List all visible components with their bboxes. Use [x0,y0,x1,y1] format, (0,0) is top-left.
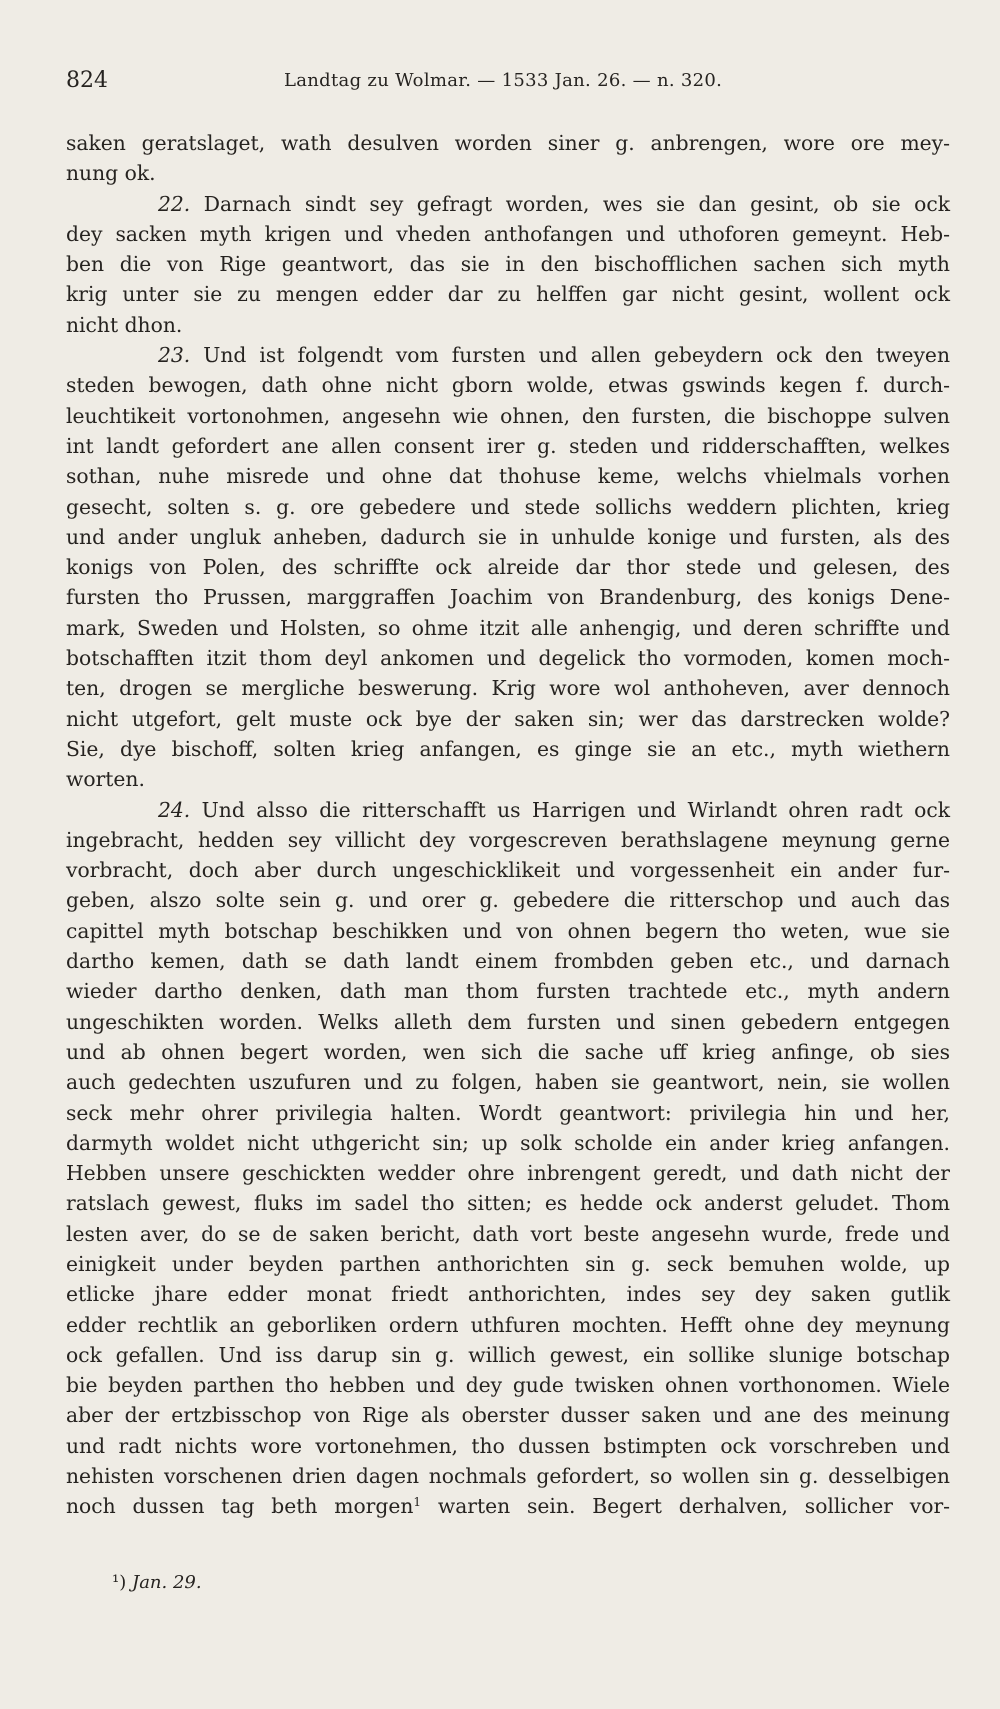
page-number: 824 [66,68,108,93]
text-line [66,582,950,612]
line-text: dey sacken myth krigen und vheden anthofangen und uthoforen gemeynt. Heb- [66,221,950,246]
text-line [66,976,950,1006]
text-line [66,734,950,764]
line-text: Und alsso die ritterschafft us Harrigen und Wirlandt ohren radt ock [201,797,951,822]
text-line [66,764,950,794]
line-text: ben die von Rige geantwort, das sie in den bischofflichen sachen sich myth [66,252,950,277]
line-text: konigs von Polen, des schriffte ock alreide dar thor stede und gelesen, des [66,555,950,580]
footnote-reference: 1 [413,1495,422,1510]
text-line [66,916,950,946]
text-line [66,1067,950,1097]
footnote [112,1572,202,1593]
line-text: leuchtikeit vortonohmen, angesehn wie ohnen, den fursten, die bischoppe sulven [66,403,950,428]
line-text: und ander ungluk anheben, dadurch sie in unhulde konige und fursten, als des [66,524,950,549]
line-text: saken geratslaget, wath desulven worden siner g. anbrengen, wore ore mey- [66,131,950,155]
text-line [66,1310,950,1340]
text-line [66,279,950,309]
line-text: nehisten vorschenen drien dagen nochmals gefordert, so wollen sin g. desselbigen [66,1464,950,1489]
text-line [66,1007,950,1037]
line-text: mark, Sweden und Holsten, so ohme itzit alle anhengig, und deren schriffte und [66,615,950,640]
text-line [66,825,950,855]
line-text: krig unter sie zu mengen edder dar zu helffen gar nicht gesint, wollent ock [66,282,950,307]
line-text: bie beyden parthen tho hebben und dey gude twisken ohnen vorthonomen. Wiele [66,1373,950,1398]
text-line [66,370,950,400]
text-line [66,431,950,461]
line-text: nung ok. [66,161,156,186]
text-line [66,1158,950,1188]
line-text: geben, alszo solte sein g. und orer g. gebedere die ritterschop und auch das [66,888,950,913]
text-line [66,1128,950,1158]
line-text: noch dussen tag beth morgen [66,1494,414,1519]
line-text: nicht utgefort, gelt muste ock bye der saken sin; wer das darstrecken wolde? [66,706,950,731]
text-line [66,1249,950,1279]
text-line [66,249,950,279]
footnote-marker: ¹) [112,1572,127,1593]
line-text: int landt gefordert ane allen consent irer g. steden und ridderschafften, welkes [66,433,950,458]
line-text: fursten tho Prussen, marggraffen Joachim von Brandenburg, des konigs Dene- [66,585,950,610]
text-line [66,189,950,219]
text-line [66,673,950,703]
line-text: und ab ohnen begert worden, wen sich die sache uff krieg anfinge, ob sies [66,1039,950,1064]
line-text: worten. [66,767,145,792]
text-line [66,1370,950,1400]
running-head: Landtag zu Wolmar. — 1533 Jan. 26. — n. 320. [284,70,723,91]
text-line [66,1431,950,1461]
text-line [66,552,950,582]
text-line [66,1037,950,1067]
line-text: dartho kemen, dath se dath landt einem frombden geben etc., und darnach [66,949,950,974]
text-line [66,1219,950,1249]
text-line [66,613,950,643]
paragraph-number: 24. [158,797,191,822]
text-line [66,885,950,915]
text-line [66,401,950,431]
text-line [66,1188,950,1218]
line-text: etlicke jhare edder monat friedt anthorichten, indes sey dey saken gutlik [66,1282,950,1307]
line-text: nicht dhon. [66,312,183,337]
text-line [66,492,950,522]
text-line [66,1098,950,1128]
line-text-continued: warten sein. Begert derhalven, sollicher vor- [421,1494,951,1519]
paragraph-number: 23. [158,343,191,368]
line-text: capittel myth botschap beschikken und von ohnen begern tho weten, wue sie [66,918,950,943]
text-line [66,1340,950,1370]
line-text: Hebben unsere geschickten wedder ohre inbrengent geredt, und dath nicht der [66,1161,950,1186]
line-text: seck mehr ohrer privilegia halten. Wordt geantwort: privilegia hin und her, [66,1100,950,1125]
text-line [66,310,950,340]
text-line [66,219,950,249]
text-line [66,461,950,491]
text-line [66,1461,950,1491]
text-line [66,1400,950,1430]
text-line [66,522,950,552]
line-text: ten, drogen se mergliche beswerung. Krig wore wol anthoheven, aver dennoch [66,676,950,701]
line-text: auch gedechten uszufuren und zu folgen, haben sie geantwort, nein, sie wollen [66,1070,950,1095]
line-text: ratslach gewest, fluks im sadel tho sitten; es hedde ock anderst geludet. Thom [66,1191,950,1216]
text-line [66,643,950,673]
body-text [66,128,950,1522]
text-line [66,795,950,825]
line-text: ock gefallen. Und iss darup sin g. willich gewest, ein sollike slunige botschap [66,1342,950,1367]
line-text: sothan, nuhe misrede und ohne dat thohuse keme, welchs vhielmals vorhen [66,464,950,489]
footnote-text: Jan. 29. [131,1572,202,1593]
line-text: steden bewogen, dath ohne nicht gborn wolde, etwas gswinds kegen f. durch- [66,373,950,398]
text-line [66,855,950,885]
line-text: einigkeit under beyden parthen anthorichten sin g. seck bemuhen wolde, up [66,1251,950,1276]
text-line [66,1279,950,1309]
text-line [66,946,950,976]
text-line [66,128,950,158]
line-text: darmyth woldet nicht uthgericht sin; up solk scholde ein ander krieg anfangen. [66,1130,950,1155]
line-text: gesecht, solten s. g. ore gebedere und stede sollichs weddern plichten, krieg [66,494,950,519]
line-text: und radt nichts wore vortonehmen, tho dussen bstimpten ock vorschreben und [66,1433,950,1458]
line-text: Sie, dye bischoff, solten krieg anfangen, es ginge sie an etc., myth wiethern [66,736,950,761]
text-line [66,1491,950,1521]
text-line [66,158,950,188]
text-line [66,704,950,734]
line-text: wieder dartho denken, dath man thom fursten trachtede etc., myth andern [66,979,950,1004]
line-text: ungeschikten worden. Welks alleth dem fursten und sinen gebedern entgegen [66,1009,950,1034]
line-text: Und ist folgendt vom fursten und allen gebeydern ock den tweyen [203,343,950,368]
line-text: aber der ertzbisschop von Rige als oberster dusser saken und ane des meinung [66,1403,950,1428]
line-text: lesten aver, do se de saken bericht, dath vort beste angesehn wurde, frede und [66,1221,950,1246]
line-text: botschafften itzit thom deyl ankomen und degelick tho vormoden, komen moch- [66,646,950,671]
line-text: Darnach sindt sey gefragt worden, wes sie dan gesint, ob sie ock [203,191,950,216]
line-text: ingebracht, hedden sey villicht dey vorgescreven berathslagene meynung gerne [66,827,950,852]
paragraph-number: 22. [158,191,191,216]
page-header [66,68,950,94]
line-text: vorbracht, doch aber durch ungeschicklikeit und vorgessenheit ein ander fur- [66,858,950,883]
line-text: edder rechtlik an geborliken ordern uthfuren mochten. Hefft ohne dey meynung [66,1312,950,1337]
text-line [66,340,950,370]
